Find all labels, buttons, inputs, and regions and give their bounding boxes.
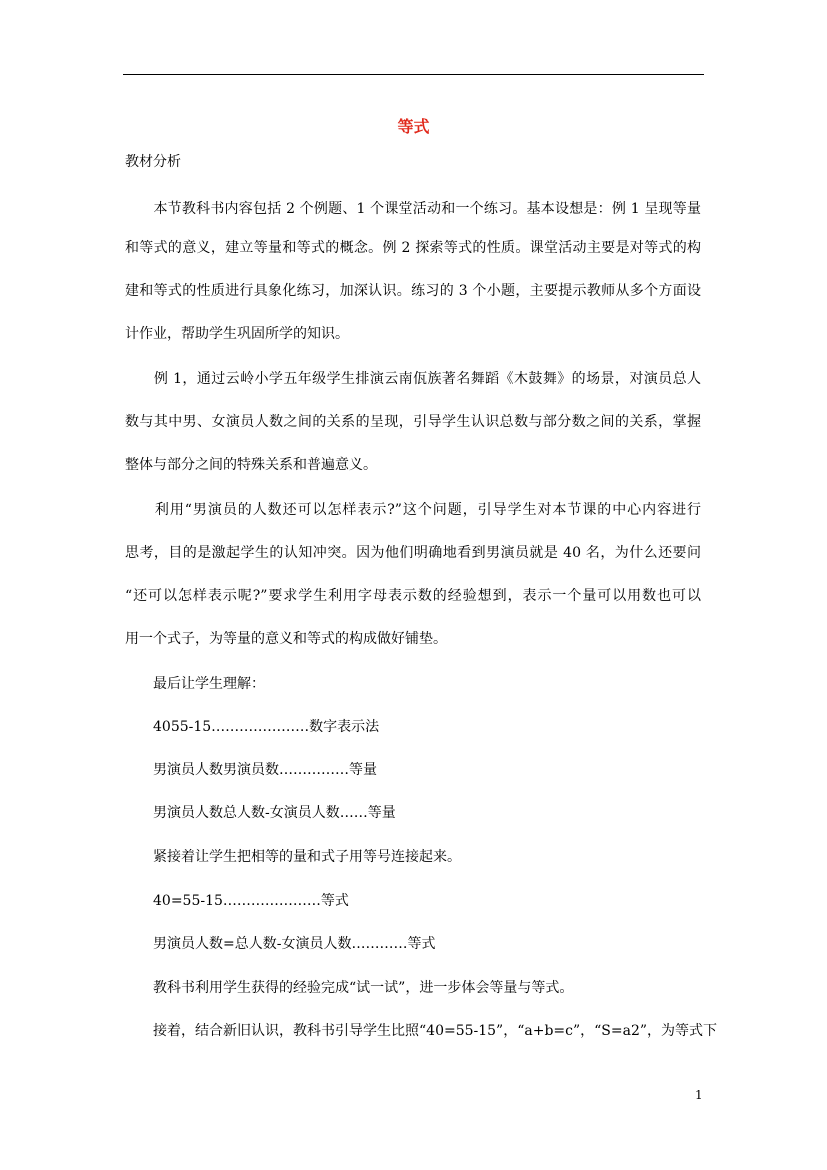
section-heading: 教材分析 [125, 154, 181, 170]
header-rule [123, 74, 704, 75]
paragraph-4: 教科书利用学生获得的经验完成“试一试”，进一步体会等量与等式。 [125, 980, 574, 996]
lead-in-text: 最后让学生理解： [125, 676, 265, 692]
list-item: 40=55-15…………………等式 [125, 893, 349, 909]
transition-text: 紧接着让学生把相等的量和式子用等号连接起来。 [125, 849, 461, 865]
paragraph-2-line-1: 例 1，通过云岭小学五年级学生排演云南佤族著名舞蹈《木鼓舞》的场景，对演员总人 [125, 371, 701, 387]
paragraph-2-line-2: 数与其中男、女演员人数之间的关系的呈现，引导学生认识总数与部分数之间的关系，掌握 [125, 414, 701, 430]
paragraph-3-line-1: 利用“男演员的人数还可以怎样表示?”这个问题，引导学生对本节课的中心内容进行 [125, 502, 701, 518]
list-item: 男演员人数=总人数-女演员人数…………等式 [125, 936, 436, 952]
list-item: 男演员人数男演员数……………等量 [125, 762, 377, 778]
paragraph-3-line-2: 思考，目的是激起学生的认知冲突。因为他们明确地看到男演员就是 40 名，为什么还要问 [125, 545, 701, 561]
paragraph-3-line-4: 用一个式子，为等量的意义和等式的构成做好铺垫。 [125, 631, 447, 647]
list-item: 男演员人数总人数-女演员人数……等量 [125, 805, 396, 821]
paragraph-1-line-2: 和等式的意义，建立等量和等式的概念。例 2 探索等式的性质。课堂活动主要是对等式的构 [125, 240, 701, 256]
paragraph-1-line-1: 本节教科书内容包括 2 个例题、1 个课堂活动和一个练习。基本设想是：例 1 呈现等量 [125, 201, 701, 217]
document-title: 等式 [397, 117, 430, 136]
paragraph-1-line-4: 计作业，帮助学生巩固所学的知识。 [125, 326, 349, 342]
paragraph-5: 接着，结合新旧认识，教科书引导学生比照“40=55-15”，“a+b=c”，“S=a2”，为等式下 [125, 1023, 718, 1039]
paragraph-1-line-3: 建和等式的性质进行具象化练习，加深认识。练习的 3 个小题，主要提示教师从多个方面设 [125, 283, 701, 299]
page-number: 1 [695, 1088, 703, 1102]
paragraph-2-line-3: 整体与部分之间的特殊关系和普遍意义。 [125, 457, 377, 473]
paragraph-3-line-3: “还可以怎样表示呢?”要求学生利用字母表示数的经验想到，表示一个量可以用数也可以 [125, 588, 701, 604]
list-item: 4055-15…………………数字表示法 [125, 719, 380, 735]
